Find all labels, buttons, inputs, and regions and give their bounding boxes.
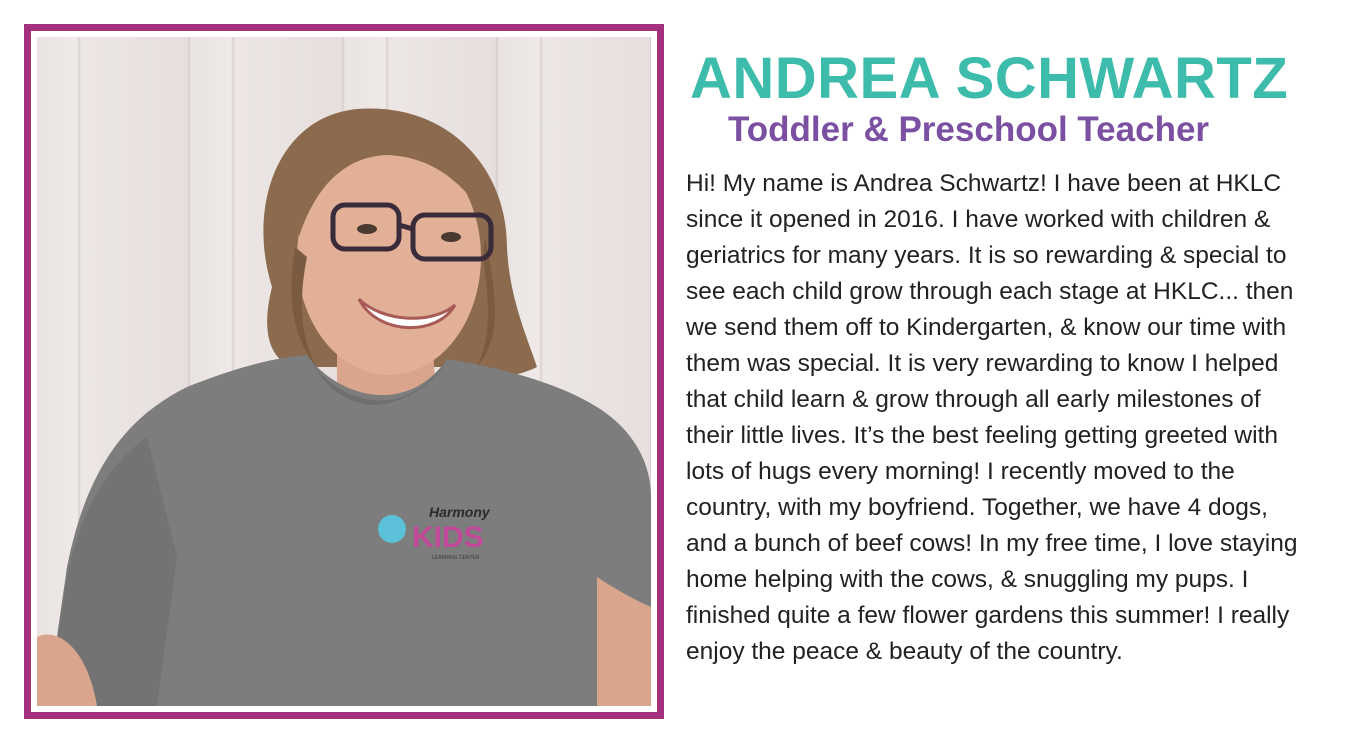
shirt-logo-main: KIDS [412, 521, 484, 554]
profile-photo-frame [24, 24, 664, 719]
hand-print-icon [378, 515, 406, 543]
shirt-logo-bottom: LEARNING CENTER [432, 555, 480, 561]
profile-bio: Hi! My name is Andrea Schwartz! I have been at HKLC since it opened in 2016. I have worked with children & geriatrics for many years. It is so rewarding & special to see each child grow through each stage at HKLC... then we send them off to Kindergarten, & know our time with them was special. It is very rewarding to know I helped that child learn & grow through all early milestones of their little lives. It’s the best feeling getting greeted with lots of hugs every morning! I recently moved to the country, with my boyfriend. Together, we have 4 dogs, and a bunch of beef cows! In my free time, I love staying home helping with the cows, & snuggling my pups. I finished quite a few flower gardens this summer! I really enjoy the peace & beauty of the country. [686, 170, 1298, 665]
teacher-portrait-illustration [37, 37, 651, 706]
profile-role: Toddler & Preschool Teacher [728, 110, 1210, 149]
profile-name: ANDREA SCHWARTZ [690, 46, 1289, 111]
profile-photo [37, 37, 651, 706]
profile-info [686, 48, 1326, 695]
shirt-logo-top: Harmony [429, 504, 490, 520]
